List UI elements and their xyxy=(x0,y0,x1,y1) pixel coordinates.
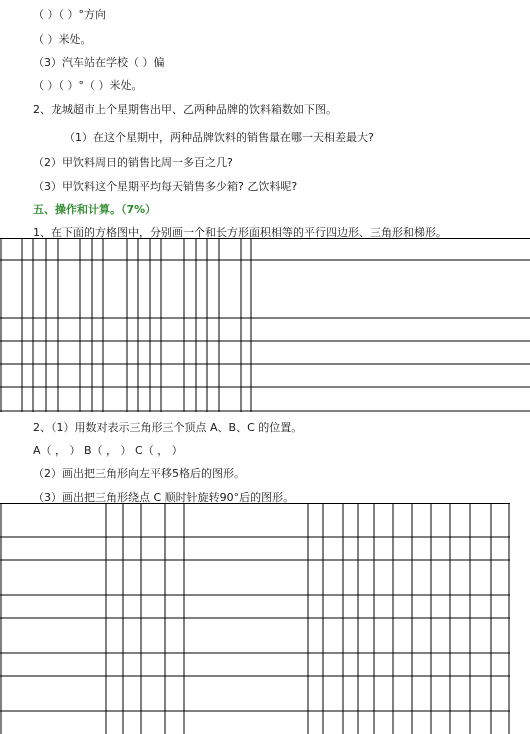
line-angle-meters-blank: （ ）（ ）°（ ）米处。 xyxy=(33,79,143,92)
line-meters-blank: （ ）米处。 xyxy=(33,33,92,46)
task-1-instruction: 1、在下面的方格图中，分别画一个和长方形面积相等的平行四边形、三角形和梯形。 xyxy=(33,226,447,239)
question-2-3: （3）甲饮料这个星期平均每天销售多少箱? 乙饮料呢? xyxy=(33,180,298,193)
section-five-heading: 五、操作和计算。（7%） xyxy=(33,203,157,216)
grid-lower xyxy=(0,503,530,734)
grid-upper xyxy=(0,238,530,412)
line-direction-blank: （ ）（ ）°方向 xyxy=(33,8,106,21)
question-2-intro: 2、龙城超市上个星期售出甲、乙两种品牌的饮料箱数如下图。 xyxy=(33,103,337,116)
question-2-3-rotate: （3）画出把三角形绕点 C 顺时针旋转90°后的图形。 xyxy=(33,491,295,504)
question-2-2-translate: （2）画出把三角形向左平移5格后的图形。 xyxy=(33,467,245,480)
coordinate-answer-blanks: A（ ， ） B（ ， ） C（ ， ） xyxy=(33,444,183,457)
question-2-2: （2）甲饮料周日的销售比周一多百之几? xyxy=(33,156,233,169)
question-2-1-coordinates: 2、（1）用数对表示三角形三个顶点 A、B、C 的位置。 xyxy=(33,421,303,434)
question-2-1: （1）在这个星期中，两种品牌饮料的销售量在哪一天相差最大? xyxy=(64,131,374,144)
question-bus-station: （3）汽车站在学校（ ）偏 xyxy=(33,56,165,69)
